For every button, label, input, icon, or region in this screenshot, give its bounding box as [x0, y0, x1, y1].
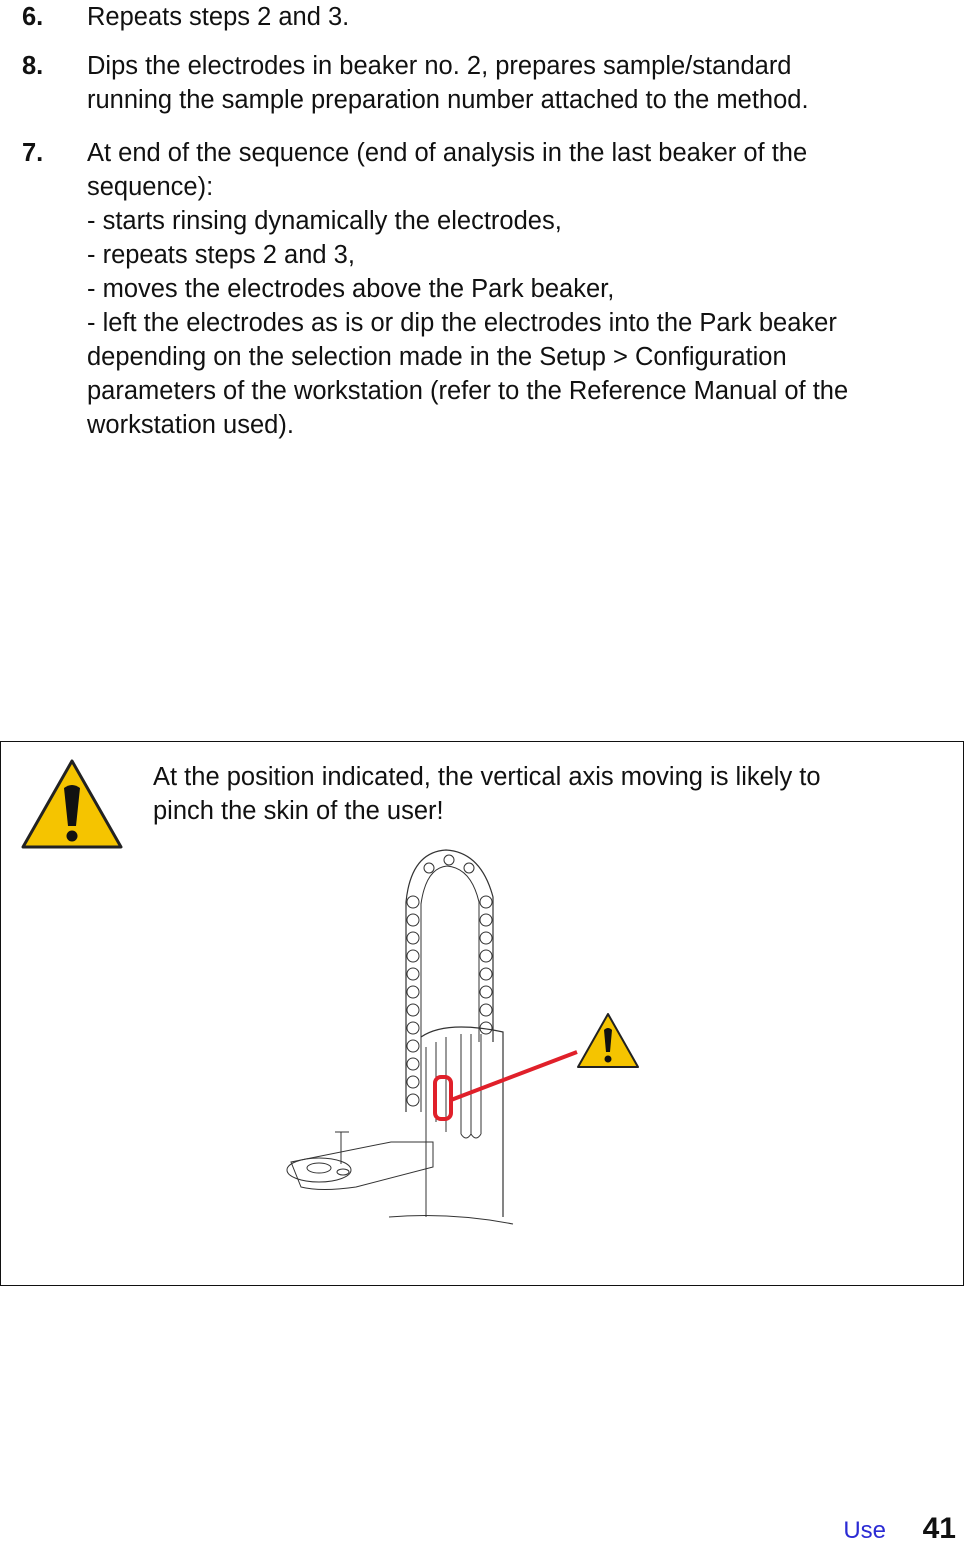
step-line: - starts rinsing dynamically the electrodes, [87, 207, 562, 235]
step-line: running the sample preparation number attached to the method. [87, 86, 809, 114]
warning-line: At the position indicated, the vertical axis moving is likely to [153, 763, 821, 791]
step-number: 6. [22, 3, 44, 31]
step-text [87, 0, 957, 34]
warning-triangle-icon [19, 758, 125, 852]
warning-marker-icon [576, 1012, 640, 1070]
warning-box [0, 741, 964, 1286]
footer-section-label: Use [843, 1517, 886, 1544]
step-number: 8. [22, 52, 44, 80]
warning-text [153, 760, 953, 828]
step-line: - moves the electrodes above the Park beaker, [87, 275, 615, 303]
page-number: 41 [922, 1512, 956, 1545]
step-line: depending on the selection made in the Setup > Configuration [87, 343, 787, 371]
step-number: 7. [22, 139, 44, 167]
step-line: Dips the electrodes in beaker no. 2, prepares sample/standard [87, 52, 792, 80]
step-line: parameters of the workstation (refer to the Reference Manual of the [87, 377, 849, 405]
step-line: - repeats steps 2 and 3, [87, 241, 355, 269]
step-text [87, 49, 957, 117]
warning-line: pinch the skin of the user! [153, 797, 444, 825]
step-line: sequence): [87, 173, 214, 201]
step-line: workstation used). [87, 411, 294, 439]
step-line: At end of the sequence (end of analysis in the last beaker of the [87, 139, 808, 167]
step-text [87, 136, 957, 442]
step-line: - left the electrodes as is or dip the electrodes into the Park beaker [87, 309, 837, 337]
step-line: Repeats steps 2 and 3. [87, 3, 350, 31]
